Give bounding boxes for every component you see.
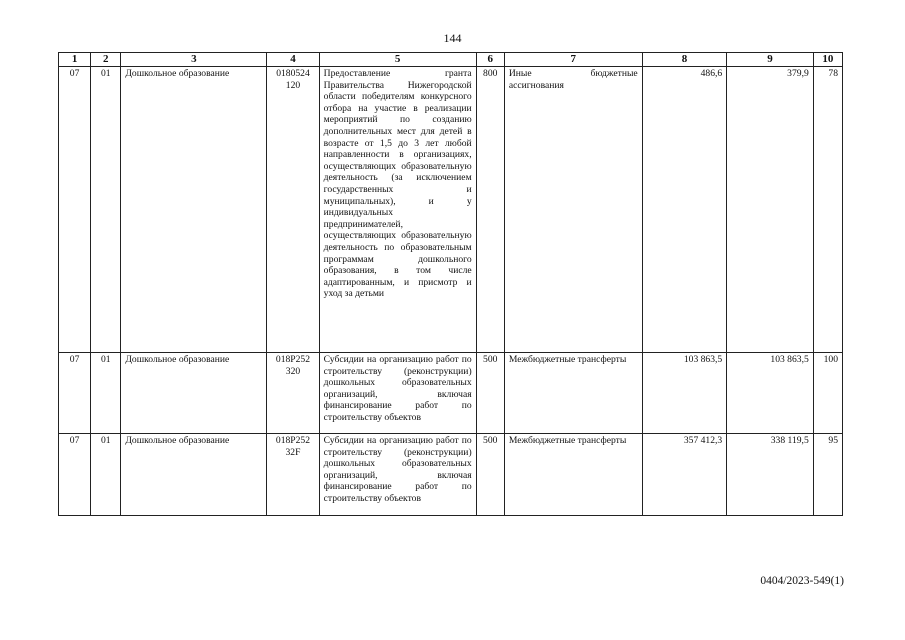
percent-cell: 95 — [813, 434, 842, 516]
code-cell: 018Р252 32F — [267, 434, 319, 516]
description-cell: Субсидии на организацию работ по строительству (реконструкции) дошкольных образовательных организаций, включая финансирование работ по строительству объектов — [319, 434, 476, 516]
table-row — [59, 434, 843, 516]
document-code: 0404/2023-549(1) — [760, 575, 844, 587]
subsection-cell: 01 — [91, 353, 121, 434]
column-header-4: 4 — [267, 53, 319, 67]
expense-code-cell: 800 — [476, 67, 504, 353]
column-header-1: 1 — [59, 53, 91, 67]
column-header-9: 9 — [727, 53, 814, 67]
column-header-8: 8 — [642, 53, 727, 67]
name-cell: Дошкольное образование — [121, 353, 267, 434]
expense-type-cell: Иные бюджетные ассигнования — [504, 67, 642, 353]
percent-cell: 100 — [813, 353, 842, 434]
section-cell: 07 — [59, 434, 91, 516]
expense-type-cell: Межбюджетные трансферты — [504, 353, 642, 434]
section-cell: 07 — [59, 353, 91, 434]
plan-cell: 357 412,3 — [642, 434, 727, 516]
code-cell: 018Р252 320 — [267, 353, 319, 434]
subsection-cell: 01 — [91, 434, 121, 516]
column-header-6: 6 — [476, 53, 504, 67]
name-cell: Дошкольное образование — [121, 434, 267, 516]
table-row — [59, 67, 843, 353]
page-number: 144 — [443, 31, 462, 45]
plan-cell: 103 863,5 — [642, 353, 727, 434]
name-cell: Дошкольное образование — [121, 67, 267, 353]
description-cell: Субсидии на организацию работ по строительству (реконструкции) дошкольных образовательных организаций, включая финансирование работ по строительству объектов — [319, 353, 476, 434]
plan-cell: 486,6 — [642, 67, 727, 353]
column-header-7: 7 — [504, 53, 642, 67]
code-cell: 0180524 120 — [267, 67, 319, 353]
expense-code-cell: 500 — [476, 353, 504, 434]
header-row — [59, 53, 843, 67]
column-header-10: 10 — [813, 53, 842, 67]
actual-cell: 338 119,5 — [727, 434, 814, 516]
expense-type-cell: Межбюджетные трансферты — [504, 434, 642, 516]
expense-code-cell: 500 — [476, 434, 504, 516]
table-row — [59, 353, 843, 434]
actual-cell: 379,9 — [727, 67, 814, 353]
percent-cell: 78 — [813, 67, 842, 353]
actual-cell: 103 863,5 — [727, 353, 814, 434]
section-cell: 07 — [59, 67, 91, 353]
column-header-3: 3 — [121, 53, 267, 67]
column-header-2: 2 — [91, 53, 121, 67]
budget-table — [58, 52, 843, 516]
column-header-5: 5 — [319, 53, 476, 67]
description-cell: Предоставление гранта Правительства Нижегородской области победителям конкурсного отбора на участие в реализации мероприятий по созданию дополнительных мест для детей в возрасте от 1,5 до 3 лет любой направленности в организациях, осуществляющих образовательную деятельность (за исключением государственных и муниципальных), и у индивидуальных предпринимателей, осуществляющих образовательную деятельность по образовательным программам дошкольного образования, в том числе адаптированным, и присмотр и уход за детьми — [319, 67, 476, 353]
subsection-cell: 01 — [91, 67, 121, 353]
